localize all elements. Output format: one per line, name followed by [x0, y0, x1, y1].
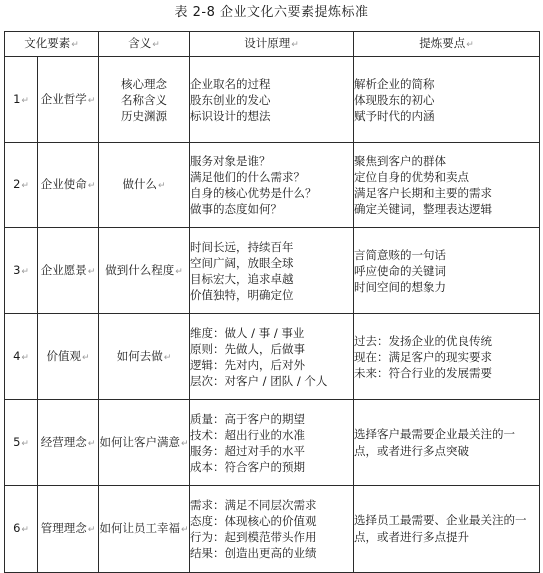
header-meaning: 含义↵	[99, 32, 190, 57]
principle-cell: 需求：满足不同层次需求 态度：体现核心的价值观 行为：起到模范带头作用 结果：创造出更高的业绩	[190, 486, 354, 573]
principle-cell: 企业取名的过程 股东创业的发心 标识设计的想法	[190, 57, 354, 143]
element-name: 企业愿景↵	[38, 228, 99, 314]
key-points-cell: 解析企业的简称 体现股东的初心 赋予时代的内涵	[354, 57, 540, 143]
key-points-cell: 过去：发扬企业的优良传统 现在：满足客户的现实要求 未来：符合行业的发展需要	[354, 314, 540, 400]
key-points-cell: 选择客户最需要企业最关注的一点，或者进行多点突破	[354, 400, 540, 486]
row-number: 4↵	[5, 314, 38, 400]
table-row	[5, 314, 540, 400]
key-points-cell: 言简意赅的一句话 呼应使命的关键词 时间空间的想象力	[354, 228, 540, 314]
principle-cell: 时间长远，持续百年 空间广阔，放眼全球 目标宏大，追求卓越 价值独特，明确定位	[190, 228, 354, 314]
meaning-cell: 如何让客户满意↵	[99, 400, 190, 486]
meaning-cell: 如何让员工幸福↵	[99, 486, 190, 573]
element-name: 企业使命↵	[38, 143, 99, 228]
element-name: 经营理念↵	[38, 400, 99, 486]
element-name: 价值观↵	[38, 314, 99, 400]
meaning-cell: 做什么↵	[99, 143, 190, 228]
principle-cell: 质量：高于客户的期望 技术：超出行业的水准 服务：超过对手的水平 成本：符合客户的预期	[190, 400, 354, 486]
element-name: 管理理念↵	[38, 486, 99, 573]
row-number: 3↵	[5, 228, 38, 314]
table-row	[5, 57, 540, 143]
table-row	[5, 486, 540, 573]
header-culture-element: 文化要素↵	[5, 32, 99, 57]
meaning-cell: 如何去做↵	[99, 314, 190, 400]
table-header-row	[5, 32, 540, 57]
row-number: 6↵	[5, 486, 38, 573]
row-number: 1↵	[5, 57, 38, 143]
principle-cell: 维度：做人 / 事 / 事业 原则：先做人，后做事 逻辑：先对内，后对外 层次：对客户 / 团队 / 个人	[190, 314, 354, 400]
key-points-cell: 聚焦到客户的群体 定位自身的优势和卖点 满足客户长期和主要的需求 确定关键词，整理表达逻辑	[354, 143, 540, 228]
table-row	[5, 400, 540, 486]
meaning-cell: 核心理念 名称含义 历史渊源	[99, 57, 190, 143]
row-number: 5↵	[5, 400, 38, 486]
header-design-principle: 设计原理↵	[190, 32, 354, 57]
meaning-cell: 做到什么程度↵	[99, 228, 190, 314]
row-number: 2↵	[5, 143, 38, 228]
principle-cell: 服务对象是谁？ 满足他们的什么需求？ 自身的核心优势是什么？ 做事的态度如何？	[190, 143, 354, 228]
table-row	[5, 228, 540, 314]
element-name: 企业哲学↵	[38, 57, 99, 143]
culture-elements-table	[4, 31, 540, 573]
key-points-cell: 选择员工最需要、企业最关注的一点，或者进行多点提升	[354, 486, 540, 573]
table-row	[5, 143, 540, 228]
table-caption: 表 2-8 企业文化六要素提炼标准	[174, 5, 369, 20]
header-key-points: 提炼要点↵	[354, 32, 540, 57]
